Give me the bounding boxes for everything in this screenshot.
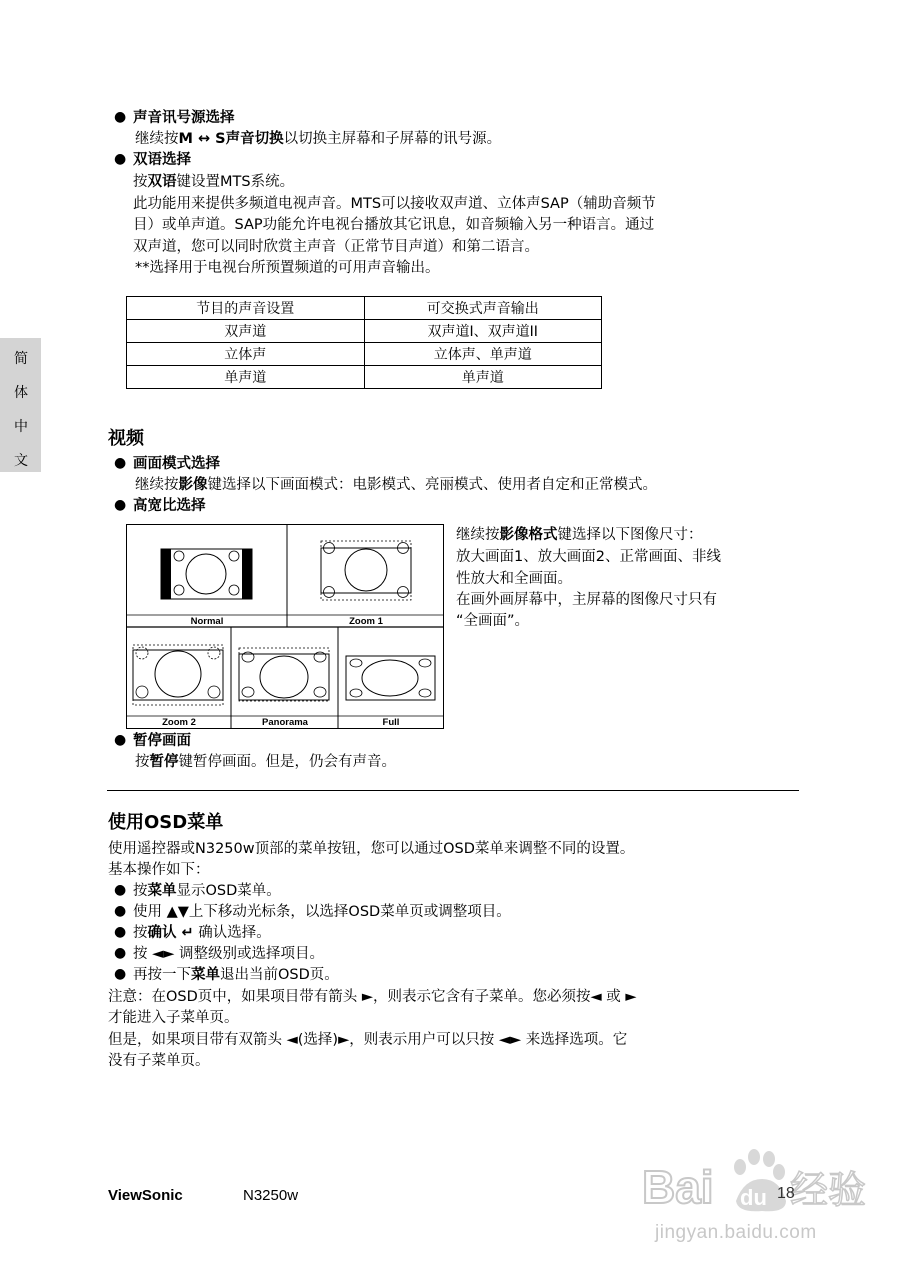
osd-step: 按 ◄► 调整级别或选择项目。 bbox=[133, 946, 325, 962]
side-tab-char: 体 bbox=[14, 385, 28, 401]
aspect-desc-line: 在画外画屏幕中，主屏幕的图像尺寸只有 bbox=[456, 592, 717, 608]
table-header-row bbox=[127, 297, 602, 320]
osd-step: 按菜单显示OSD菜单。 bbox=[133, 883, 281, 899]
aspect-ratio-figure bbox=[126, 524, 444, 730]
aspect-desc-line: “全画面”。 bbox=[456, 613, 530, 629]
table-row bbox=[127, 343, 602, 366]
zoom2-mode-picture bbox=[133, 645, 223, 705]
caption-zoom1: Zoom 1 bbox=[349, 616, 383, 627]
osd-step: 按确认 ↵ 确认选择。 bbox=[133, 925, 271, 941]
audio-source-desc: 继续按M ↔ S声音切换以切换主屏幕和子屏幕的讯号源。 bbox=[135, 131, 502, 147]
audio-source-title: 声音讯号源选择 bbox=[133, 110, 235, 126]
osd-note-line: 但是，如果项目带有双箭头 ◄(选择)►，则表示用户可以只按 ◄► 来选择选项。它 bbox=[108, 1032, 628, 1048]
bullet-dot: ● bbox=[114, 151, 127, 167]
osd-note-line: 注意：在OSD页中，如果项目带有箭头 ►，则表示它含有子菜单。您必须按◄ 或 ► bbox=[108, 989, 637, 1005]
caption-zoom2: Zoom 2 bbox=[162, 717, 196, 728]
section-divider bbox=[107, 790, 799, 791]
bullet-dot: ● bbox=[114, 903, 127, 919]
bullet-dot: ● bbox=[114, 945, 127, 961]
table-cell: 双声道 bbox=[127, 320, 365, 343]
watermark-url: jingyan.baidu.com bbox=[655, 1222, 817, 1243]
aspect-desc-line: 性放大和全画面。 bbox=[456, 571, 572, 587]
table-cell: 立体声、单声道 bbox=[364, 343, 602, 366]
caption-panorama: Panorama bbox=[262, 717, 308, 728]
bullet-dot: ● bbox=[114, 455, 127, 471]
footer-model: N3250w bbox=[243, 1187, 299, 1204]
table-row bbox=[127, 320, 602, 343]
bilingual-para-line: 目）或单声道。SAP功能允许电视台播放其它讯息，如音频输入另一种语言。通过 bbox=[133, 217, 655, 233]
table-cell: 单声道 bbox=[127, 366, 365, 389]
panorama-mode-picture bbox=[239, 648, 329, 701]
zoom1-mode-picture bbox=[321, 541, 411, 600]
osd-intro: 使用遥控器或N3250w顶部的菜单按钮，您可以通过OSD菜单来调整不同的设置。 bbox=[108, 841, 635, 857]
side-tab-char: 文 bbox=[14, 453, 28, 469]
bilingual-line1: 按双语键设置MTS系统。 bbox=[133, 174, 295, 190]
bilingual-note: **选择用于电视台所预置频道的可用声音输出。 bbox=[135, 260, 440, 276]
table-row bbox=[127, 366, 602, 389]
osd-note-line: 没有子菜单页。 bbox=[108, 1053, 210, 1069]
bullet-dot: ● bbox=[114, 109, 127, 125]
side-tab-char: 简 bbox=[14, 351, 28, 367]
table-cell: 双声道I、双声道II bbox=[364, 320, 602, 343]
bilingual-title: 双语选择 bbox=[133, 152, 191, 168]
osd-step: 再按一下菜单退出当前OSD页。 bbox=[133, 967, 339, 983]
bilingual-para-line: 双声道，您可以同时欣赏主声音（正常节目声道）和第二语言。 bbox=[133, 239, 539, 255]
audio-output-table bbox=[126, 296, 602, 389]
caption-full: Full bbox=[382, 717, 400, 728]
bullet-dot: ● bbox=[114, 966, 127, 982]
full-mode-picture bbox=[346, 656, 435, 700]
caption-normal: Normal bbox=[190, 616, 224, 627]
bullet-dot: ● bbox=[114, 882, 127, 898]
osd-heading: 使用OSD菜单 bbox=[108, 812, 224, 833]
osd-basic: 基本操作如下： bbox=[108, 862, 210, 878]
page-number: 18 bbox=[777, 1185, 795, 1202]
table-cell: 立体声 bbox=[127, 343, 365, 366]
svg-text:Bai: Bai bbox=[642, 1161, 714, 1213]
footer-brand: ViewSonic bbox=[108, 1187, 183, 1204]
bullet-dot: ● bbox=[114, 924, 127, 940]
bullet-dot: ● bbox=[114, 732, 127, 748]
table-header-cell: 可交换式声音输出 bbox=[364, 297, 602, 320]
freeze-desc: 按暂停键暂停画面。但是，仍会有声音。 bbox=[135, 754, 396, 770]
table-cell: 单声道 bbox=[364, 366, 602, 389]
normal-mode-picture bbox=[161, 549, 252, 599]
osd-step: 使用 ▲▼上下移动光标条，以选择OSD菜单页或调整项目。 bbox=[133, 904, 511, 920]
picture-mode-desc: 继续按影像键选择以下画面模式：电影模式、亮丽模式、使用者自定和正常模式。 bbox=[135, 477, 657, 493]
language-side-tab bbox=[0, 338, 41, 472]
table-header-cell: 节目的声音设置 bbox=[127, 297, 365, 320]
svg-text:经验: 经验 bbox=[790, 1168, 867, 1212]
aspect-desc-line: 放大画面1、放大画面2、正常画面、非线 bbox=[456, 549, 721, 565]
picture-mode-title: 画面模式选择 bbox=[133, 456, 220, 472]
freeze-title: 暂停画面 bbox=[133, 733, 191, 749]
svg-text:du: du bbox=[740, 1185, 767, 1210]
bilingual-para-line: 此功能用来提供多频道电视声音。MTS可以接收双声道、立体声SAP（辅助音频节 bbox=[133, 196, 656, 212]
osd-note-line: 才能进入子菜单页。 bbox=[108, 1010, 239, 1026]
aspect-desc-line: 继续按影像格式键选择以下图像尺寸： bbox=[456, 527, 703, 543]
side-tab-char: 中 bbox=[14, 419, 28, 435]
aspect-title: 高宽比选择 bbox=[133, 498, 206, 514]
bullet-dot: ● bbox=[114, 497, 127, 513]
video-heading: 视频 bbox=[108, 428, 144, 449]
